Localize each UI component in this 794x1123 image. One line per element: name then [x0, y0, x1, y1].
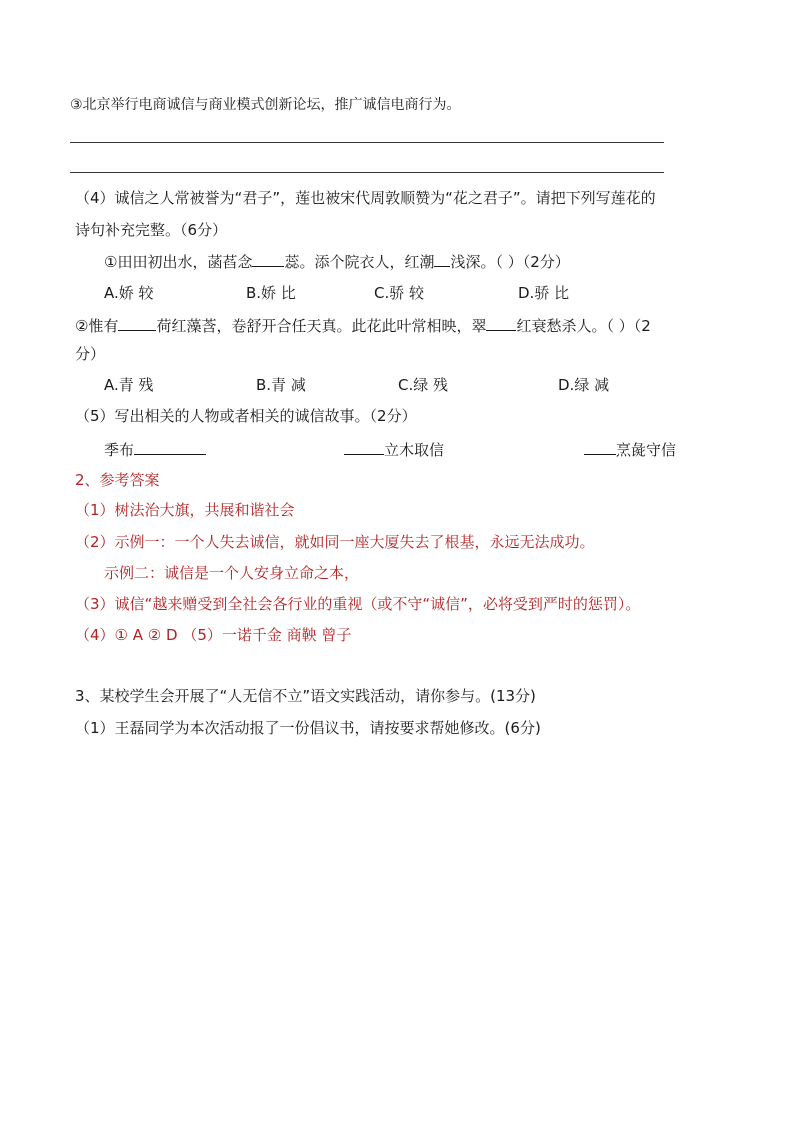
- answer-2: （2）示例一：一个人失去诚信，就如同一座大厦失去了根基，永远无法成功。: [75, 533, 595, 551]
- poem-2-part-c: 红衰愁杀人。（ ）（2: [516, 317, 651, 335]
- option-1c: C.骄 较: [374, 284, 425, 302]
- poem-1-blank-2: [434, 250, 450, 267]
- story-3-label: 烹彘守信: [616, 441, 677, 459]
- answer-line-2: [70, 172, 664, 173]
- q3-sub-1: （1）王磊同学为本次活动报了一份倡议书，请按要求帮她修改。(6分): [75, 719, 541, 737]
- item-3-text: ③北京举行电商诚信与商业模式创新论坛，推广诚信电商行为。: [70, 97, 461, 113]
- option-2a: A.青 残: [104, 376, 154, 394]
- answer-line-1: [70, 142, 664, 143]
- story-2: [344, 438, 444, 460]
- poem-2-part-a: ②惟有: [75, 317, 119, 335]
- story-3-blank: [584, 438, 616, 455]
- poem-1-blank-1: [252, 250, 284, 267]
- poem-2-blank-1: [118, 314, 156, 331]
- answer-2-example-2: 示例二：诚信是一个人安身立命之本，: [104, 564, 360, 582]
- option-1d: D.骄 比: [518, 284, 570, 302]
- q3-heading: 3、某校学生会开展了“人无信不立”语文实践活动，请你参与。(13分): [75, 687, 536, 705]
- option-1a: A.娇 较: [104, 284, 154, 302]
- option-2b: B.青 减: [256, 376, 306, 394]
- option-1b: B.娇 比: [246, 284, 296, 302]
- poem-2-part-b: 荷红藻莟，卷舒开合任天真。此花此叶常相映，翠: [156, 317, 487, 335]
- poem-2-line-2: 分）: [75, 345, 106, 363]
- option-2d: D.绿 减: [558, 376, 610, 394]
- poem-2: [75, 314, 651, 336]
- poem-1-part-a: ①田田初出水，菡萏念: [104, 253, 253, 271]
- story-1-label: 季布: [104, 441, 135, 459]
- poem-1-part-b: 蕊。添个院衣人，红潮: [284, 253, 435, 271]
- answer-1: （1）树法治大旗，共展和谐社会: [75, 501, 295, 519]
- story-2-blank: [344, 438, 384, 455]
- answer-4-5: （4）① A ② D （5）一诺千金 商鞅 曾子: [75, 626, 352, 644]
- poem-1: [104, 250, 570, 272]
- poem-1-part-c: 浅深。（ ）（2分）: [450, 253, 570, 271]
- answer-3: （3）诚信“越来赠受到全社会各行业的重视（或不守“诚信”，必将受到严时的惩罚）。: [75, 595, 641, 613]
- story-3: [584, 438, 676, 460]
- poem-2-blank-2: [486, 314, 516, 331]
- q4-line-2: 诗句补充完整。（6分）: [75, 221, 228, 239]
- story-1-blank: [134, 438, 206, 455]
- story-2-label: 立木取信: [384, 441, 445, 459]
- q5-text: （5）写出相关的人物或者相关的诚信故事。（2分）: [75, 407, 417, 425]
- option-2c: C.绿 残: [398, 376, 449, 394]
- answers-heading: 2、参考答案: [75, 471, 160, 489]
- story-1: [104, 438, 206, 460]
- q4-line-1: （4）诚信之人常被誉为“君子”，莲也被宋代周敦顺赞为“花之君子”。请把下列写莲花的: [75, 189, 656, 207]
